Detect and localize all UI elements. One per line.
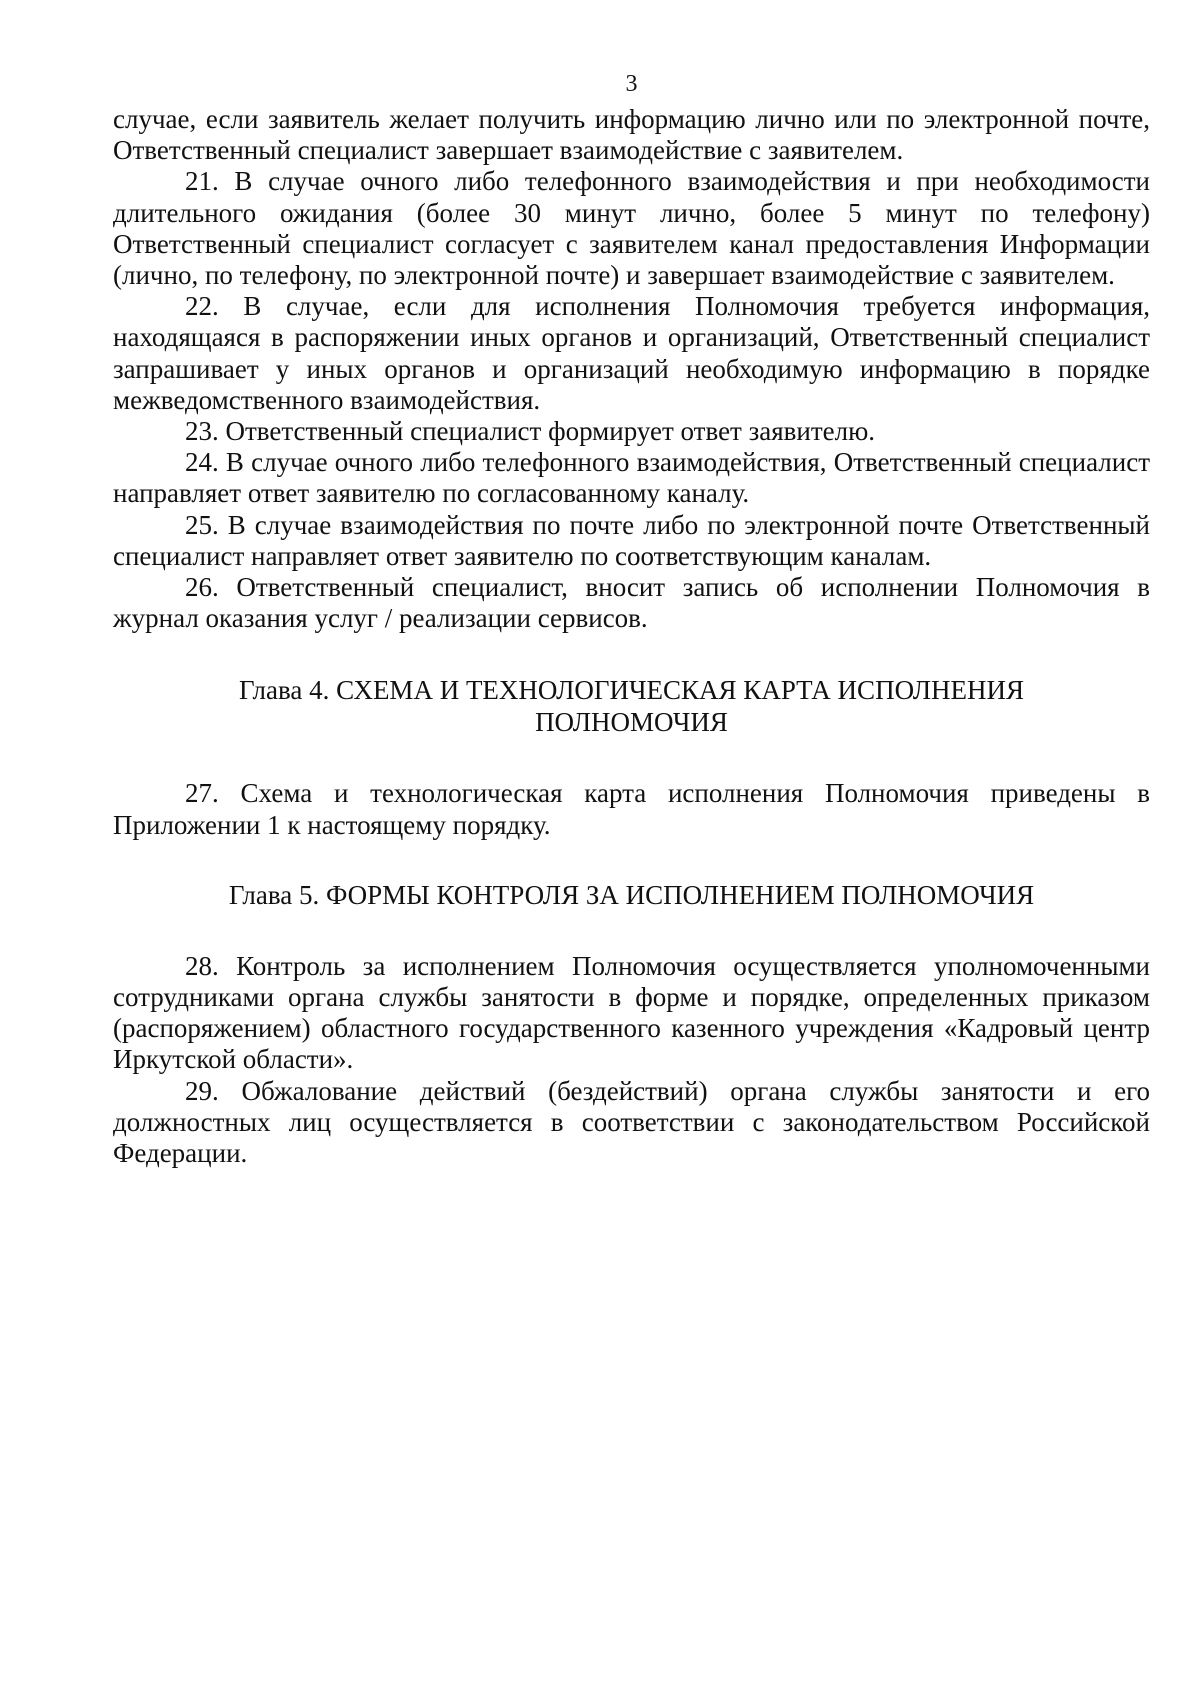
paragraph-29: 29. Обжалование действий (бездействий) органа службы занятости и его должностных лиц осуществляется в соответствии с законодательством Российской Федерации. <box>113 1075 1150 1169</box>
paragraph-28: 28. Контроль за исполнением Полномочия осуществляется уполномоченными сотрудниками органа службы занятости в форме и порядке, определенных приказом (распоряжением) областного государственного казенного учреждения «Кадровый центр Иркутской области». <box>113 950 1150 1075</box>
paragraph-22: 22. В случае, если для исполнения Полномочия требуется информация, находящаяся в распоряжении иных органов и организаций, Ответственный специалист запрашивает у иных органов и организаций необходимую информацию в порядке межведомственного взаимодействия. <box>113 291 1150 415</box>
chapter-4-title-line-1: Глава 4. СХЕМА И ТЕХНОЛОГИЧЕСКАЯ КАРТА ИСПОЛНЕНИЯ <box>238 675 1025 706</box>
chapter-4-heading <box>113 674 1150 738</box>
paragraph-26: 26. Ответственный специалист, вносит запись об исполнении Полномочия в журнал оказания услуг / реализации сервисов. <box>113 572 1150 634</box>
spacer <box>113 738 1150 778</box>
paragraph-21: 21. В случае очного либо телефонного взаимодействия и при необходимости длительного ожидания (более 30 минут лично, более 5 минут по телефону) Ответственный специалист согласует с заявителем канал предоставления Информации (лично, по телефону, по электронной почте) и завершает взаимодействие с заявителем. <box>113 166 1150 291</box>
spacer <box>113 911 1150 951</box>
paragraph-25: 25. В случае взаимодействия по почте либо по электронной почте Ответственный специалист направляет ответ заявителю по соответствующим каналам. <box>113 509 1150 571</box>
spacer <box>113 634 1150 674</box>
spacer <box>113 841 1150 879</box>
document-page <box>113 68 1150 1169</box>
paragraph-23: 23. Ответственный специалист формирует ответ заявителю. <box>185 416 876 447</box>
paragraph-24: 24. В случае очного либо телефонного взаимодействия, Ответственный специалист направляет ответ заявителю по согласованному каналу. <box>113 447 1150 509</box>
chapter-4-title-line-2: ПОЛНОМОЧИЯ <box>535 707 728 738</box>
page-number: 3 <box>625 71 638 97</box>
chapter-5-title: Глава 5. ФОРМЫ КОНТРОЛЯ ЗА ИСПОЛНЕНИЕМ ПОЛНОМОЧИЯ <box>228 879 1035 910</box>
paragraph-continuation: случае, если заявитель желает получить информацию лично или по электронной почте, Ответственный специалист завершает взаимодействие с заявителем. <box>113 104 1150 166</box>
paragraph-27: 27. Схема и технологическая карта исполнения Полномочия приведены в Приложении 1 к настоящему порядку. <box>113 778 1150 840</box>
